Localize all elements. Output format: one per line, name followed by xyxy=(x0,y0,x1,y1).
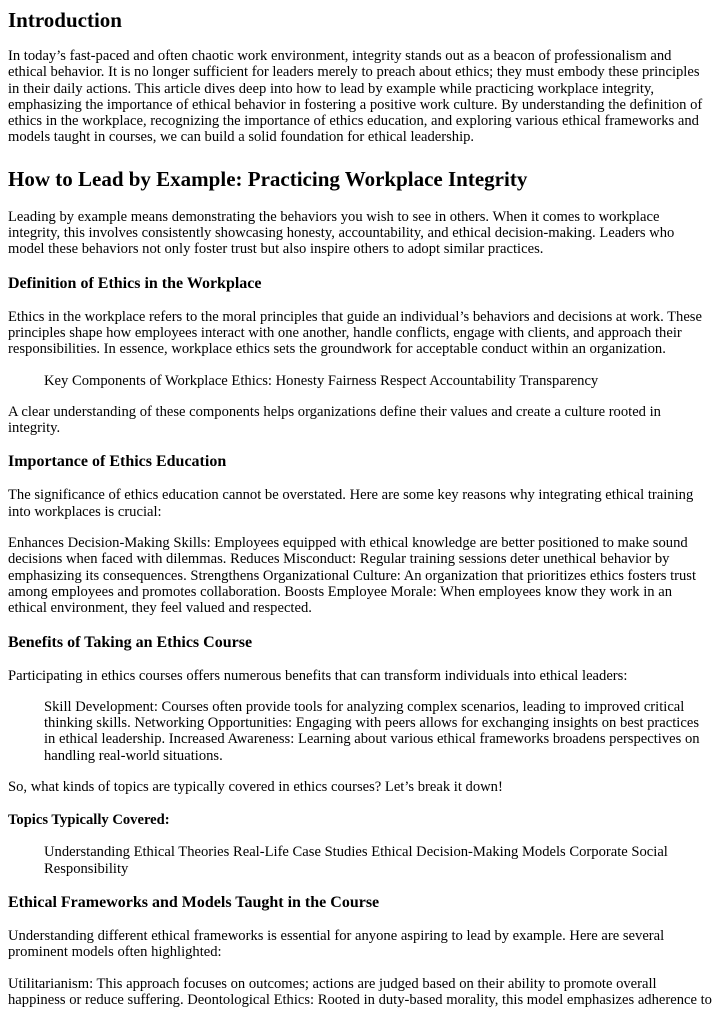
importance-paragraph: The significance of ethics education cannot be overstated. Here are some key reasons why integrating ethical training into workplaces is crucial: xyxy=(8,487,694,520)
benefits-after: So, what kinds of topics are typically covered in ethics courses? Let’s break it down! xyxy=(8,779,503,796)
importance-reasons: Enhances Decision-Making Skills: Employees equipped with ethical knowledge are better positioned to make sound decisions when faced with dilemmas. Reduces Misconduct: Regular training sessions deter unethical behavior by emphasizing its consequences. Strengthens Organizational Culture: An organization that prioritizes ethics fosters trust among employees and promotes collaboration. Boosts Employee Morale: When employees know they work in an ethical environment, they feel valued and respected. xyxy=(8,535,697,617)
intro-paragraph: In today’s fast-paced and often chaotic work environment, integrity stands out as a beacon of professionalism and ethical behavior. It is no longer sufficient for leaders merely to preach about ethics; they must embody these principles in their daily actions. This article dives deep into how to lead by example while practicing workplace integrity, emphasizing the importance of ethical behavior in fostering a positive work culture. By understanding the definition of ethics in the workplace, recognizing the importance of ethics education, and exploring various ethical frameworks and models taught in courses, we can build a solid foundation for ethical leadership. xyxy=(8,48,703,146)
benefits-quote: Skill Development: Courses often provide tools for analyzing complex scenarios, leading to improved critical thinking skills. Networking Opportunities: Engaging with peers allows for exchanging insights on best practices in ethical leadership. Increased Awareness: Learning about various ethical frameworks broadens perspectives on handling real-world situations. xyxy=(44,698,700,764)
intro-heading: Introduction xyxy=(8,8,122,32)
components-quote: Key Components of Workplace Ethics: Honesty Fairness Respect Accountability Transparency xyxy=(44,372,599,389)
definition-heading: Definition of Ethics in the Workplace xyxy=(8,274,262,292)
definition-after: A clear understanding of these components helps organizations define their values and create a culture rooted in integrity. xyxy=(8,403,661,437)
definition-paragraph: Ethics in the workplace refers to the moral principles that guide an individual’s behaviors and decisions at work. These principles shape how employees interact with one another, handle conflicts, engage with clients, and approach their responsibilities. In essence, workplace ethics sets the groundwork for acceptable conduct within an organization. xyxy=(8,308,702,358)
article xyxy=(0,8,720,1008)
lead-paragraph: Leading by example means demonstrating the behaviors you wish to see in others. When it comes to workplace integrity, this involves consistently showcasing honesty, accountability, and ethical decision-making. Leaders who model these behaviors not only foster trust but also inspire others to adopt similar practices. xyxy=(8,208,675,258)
importance-heading: Importance of Ethics Education xyxy=(8,453,227,471)
frameworks-paragraph: Understanding different ethical frameworks is essential for anyone aspiring to lead by example. Here are several prominent models often highlighted: xyxy=(8,927,665,961)
benefits-paragraph: Participating in ethics courses offers numerous benefits that can transform individuals into ethical leaders: xyxy=(8,667,628,684)
lead-heading: How to Lead by Example: Practicing Workplace Integrity xyxy=(8,166,528,191)
frameworks-heading: Ethical Frameworks and Models Taught in the Course xyxy=(8,893,380,911)
frameworks-models: Utilitarianism: This approach focuses on outcomes; actions are judged based on their ability to promote overall happiness or reduce suffering. Deontological Ethics: Rooted in duty-based morality, this model emphasizes adherence to xyxy=(8,975,712,1008)
benefits-heading: Benefits of Taking an Ethics Course xyxy=(8,633,253,651)
topics-quote: Understanding Ethical Theories Real-Life Case Studies Ethical Decision-Making Models Corporate Social Responsibility xyxy=(44,844,668,877)
topics-heading: Topics Typically Covered: xyxy=(8,812,170,829)
